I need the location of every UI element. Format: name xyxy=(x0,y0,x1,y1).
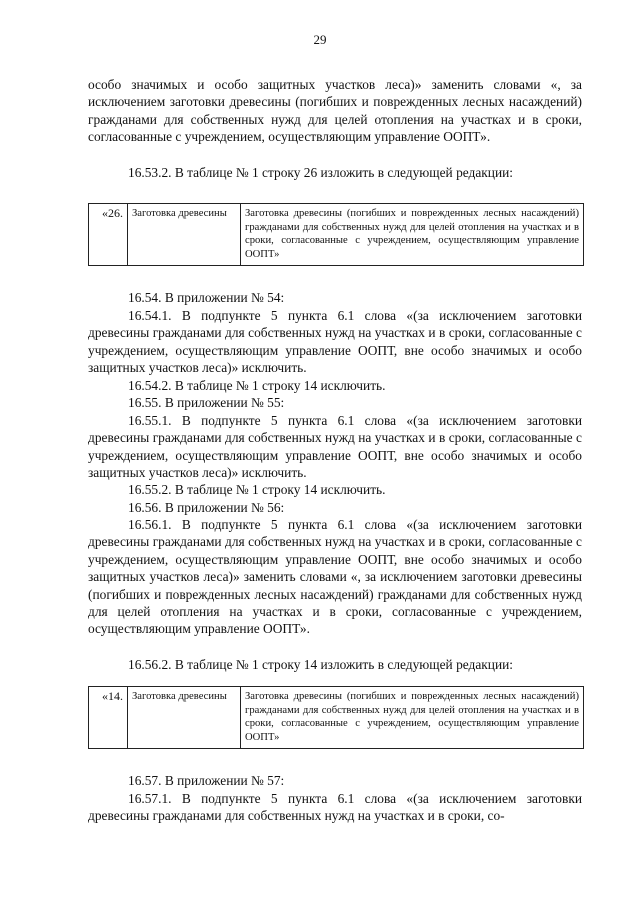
amendment-table-row-26 xyxy=(88,203,584,266)
paragraph-16-56: 16.56. В приложении № 56: xyxy=(128,500,285,515)
paragraph-16-57: 16.57. В приложении № 57: xyxy=(128,773,285,788)
table-cell-name: Заготовка древесины xyxy=(128,204,241,266)
paragraph-16-54-1: 16.54.1. В подпункте 5 пункта 6.1 слова «(за исключением заготовки древесины гражданами для собственных нужд на участках и в сроки, согласованные с учреждением, осуществляющим управление ООПТ, вне особо значимых и особо защитных участков леса)» исключить. xyxy=(88,308,582,376)
table-cell-number: «14. xyxy=(89,687,128,749)
page-number: 29 xyxy=(313,32,327,47)
paragraph-16-53-2: 16.53.2. В таблице № 1 строку 26 изложить в следующей редакции: xyxy=(128,165,514,180)
amendment-table-row-14 xyxy=(88,686,584,749)
table-cell-number: «26. xyxy=(89,204,128,266)
paragraph-16-54-2: 16.54.2. В таблице № 1 строку 14 исключить. xyxy=(128,378,386,393)
table-cell-name: Заготовка древесины xyxy=(128,687,241,749)
paragraph-16-57-1: 16.57.1. В подпункте 5 пункта 6.1 слова «(за исключением заготовки древесины гражданами для собственных нужд на участках и в сроки, со- xyxy=(88,791,582,824)
paragraph-16-55-1: 16.55.1. В подпункте 5 пункта 6.1 слова «(за исключением заготовки древесины гражданами для собственных нужд на участках и в сроки, согласованные с учреждением, осуществляющим управление ООПТ, вне особо значимых и особо защитных участков леса)» исключить. xyxy=(88,413,582,481)
paragraph-16-56-1: 16.56.1. В подпункте 5 пункта 6.1 слова «(за исключением заготовки древесины гражданами для собственных нужд на участках и в сроки, согласованные с учреждением, осуществляющим управление ООПТ, вне особо значимых и особо защитных участков леса)» заменить словами «, за исключением заготовки древесины (погибших и поврежденных лесных насаждений) гражданами для собственных нужд для целей отопления на участках и в сроки, согласованные с учреждением, осуществляющим управление ООПТ». xyxy=(88,517,582,637)
paragraph-16-54: 16.54. В приложении № 54: xyxy=(128,290,285,305)
paragraph-16-55-2: 16.55.2. В таблице № 1 строку 14 исключить. xyxy=(128,482,386,497)
table-cell-description: Заготовка древесины (погибших и поврежденных лесных насаждений) гражданами для собственных нужд для целей отопления на участках и в сроки, согласованные с учреждением, осуществляющим управление ООПТ» xyxy=(241,204,584,266)
table-row xyxy=(89,204,584,266)
paragraph-16-56-2: 16.56.2. В таблице № 1 строку 14 изложить в следующей редакции: xyxy=(128,657,514,672)
table-row xyxy=(89,687,584,749)
paragraph-16-55: 16.55. В приложении № 55: xyxy=(128,395,285,410)
paragraph-continuation: особо значимых и особо защитных участков леса)» заменить словами «, за исключением заготовки древесины (погибших и поврежденных лесных насаждений) гражданами для собственных нужд для целей отопления на участках и в сроки, согласованные с учреждением, осуществляющим управление ООПТ». xyxy=(88,77,582,145)
table-cell-description: Заготовка древесины (погибших и поврежденных лесных насаждений) гражданами для собственных нужд для целей отопления на участках и в сроки, согласованные с учреждением, осуществляющим управление ООПТ» xyxy=(241,687,584,749)
